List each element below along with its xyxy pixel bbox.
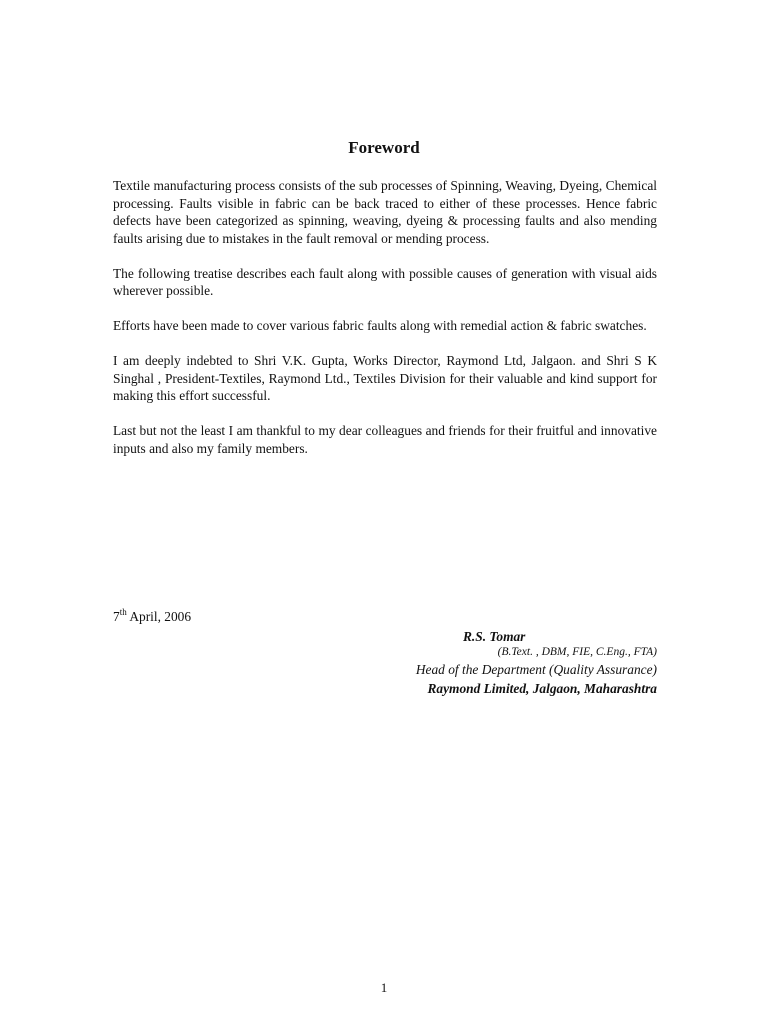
date-day: 7 [113, 609, 120, 624]
paragraph-efforts: Efforts have been made to cover various fabric faults along with remedial action & fabric swatches. [113, 318, 647, 333]
signatory-qualifications: (B.Text. , DBM, FIE, C.Eng., FTA) [497, 646, 657, 658]
date-suffix: th [119, 607, 127, 617]
signatory-organization: Raymond Limited, Jalgaon, Maharashtra [427, 681, 657, 696]
paragraph-acknowledgement: I am deeply indebted to Shri V.K. Gupta, Works Director, Raymond Ltd, Jalgaon. and Shri S K Singhal , President-Textiles, Raymond Ltd., Textiles Division for their valuable and kind support for making this effort successful. [113, 353, 657, 403]
paragraph-intro: Textile manufacturing process consists of the sub processes of Spinning, Weaving, Dyeing, Chemical processing. Faults visible in fabric can be back traced to either of these processes. Hence fabric defects have been categorized as spinning, weaving, dyeing & processing faults and also mending faults arising due to mistakes in the fault removal or mending process. [113, 178, 657, 246]
signatory-department: Head of the Department (Quality Assurance) [415, 662, 657, 677]
date-month-year: April, 2006 [126, 609, 192, 624]
foreword-body [113, 177, 657, 457]
paragraph-treatise: The following treatise describes each fault along with possible causes of generation with visual aids wherever possible. [113, 265, 657, 298]
document-date [113, 607, 191, 627]
page-title: Foreword [348, 138, 420, 157]
page-number: 1 [380, 980, 388, 995]
paragraph-thanks: Last but not the least I am thankful to my dear colleagues and friends for their fruitful and innovative inputs and also my family members. [113, 423, 657, 456]
signatory-name: R.S. Tomar [463, 629, 526, 644]
